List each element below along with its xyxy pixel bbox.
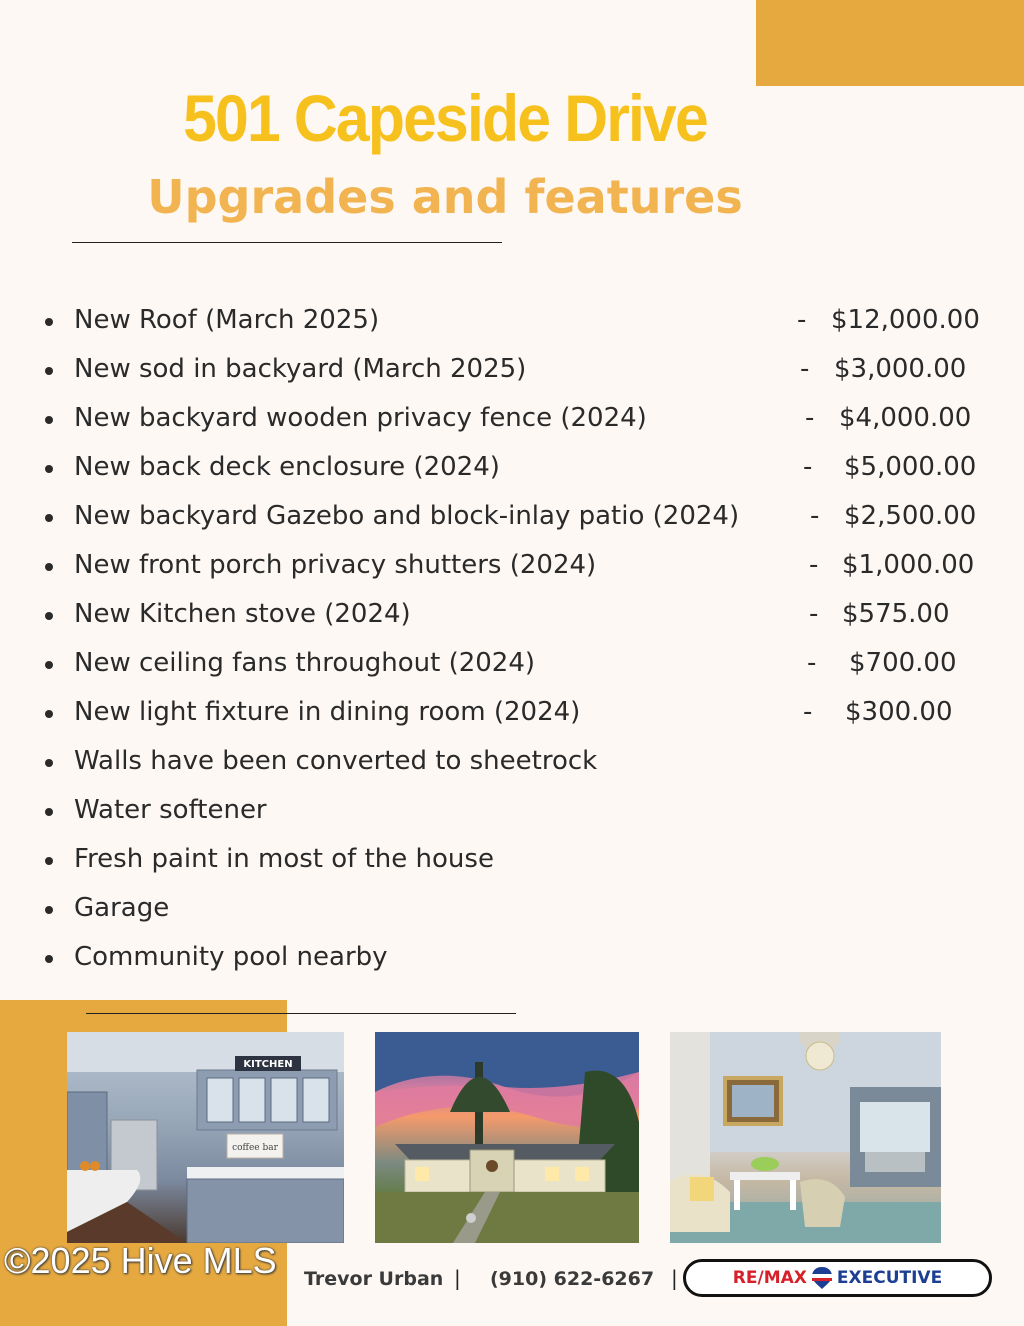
list-item xyxy=(0,494,1024,543)
bullet-icon xyxy=(45,514,53,522)
bullet-icon xyxy=(45,465,53,473)
feature-label: New Kitchen stove (2024) xyxy=(74,599,411,629)
list-item xyxy=(0,641,1024,690)
list-item xyxy=(0,837,1024,886)
bullet-icon xyxy=(45,416,53,424)
bullet-icon xyxy=(45,808,53,816)
coffee-sign-text: coffee bar xyxy=(232,1143,278,1153)
feature-label: New backyard wooden privacy fence (2024) xyxy=(74,403,647,433)
list-item xyxy=(0,886,1024,935)
feature-price: $5,000.00 xyxy=(844,452,977,482)
feature-dash: - xyxy=(810,501,820,531)
accent-block-top xyxy=(756,0,1024,86)
list-item xyxy=(0,788,1024,837)
list-item xyxy=(0,543,1024,592)
brokerage-name-part1: RE/MAX xyxy=(732,1268,807,1288)
feature-dash: - xyxy=(800,354,810,384)
bullet-icon xyxy=(45,318,53,326)
brokerage-name-part2: EXECUTIVE xyxy=(836,1268,943,1288)
feature-price: $2,500.00 xyxy=(844,501,977,531)
watermark: ©2025 Hive MLS xyxy=(4,1240,277,1281)
feature-label: Fresh paint in most of the house xyxy=(74,844,494,874)
bullet-icon xyxy=(45,857,53,865)
list-item xyxy=(0,396,1024,445)
house-illustration xyxy=(375,1032,639,1243)
list-item xyxy=(0,347,1024,396)
divider-bottom xyxy=(86,1013,516,1014)
feature-label: New backyard Gazebo and block-inlay patio (2024) xyxy=(74,501,740,531)
kitchen-illustration xyxy=(67,1032,344,1243)
list-item xyxy=(0,739,1024,788)
feature-label: New Roof (March 2025) xyxy=(74,305,380,335)
separator: | xyxy=(454,1266,461,1290)
feature-dash: - xyxy=(809,599,819,629)
feature-label: New front porch privacy shutters (2024) xyxy=(74,550,597,580)
feature-price: $3,000.00 xyxy=(834,354,967,384)
bullet-icon xyxy=(45,759,53,767)
bullet-icon xyxy=(45,710,53,718)
kitchen-photo xyxy=(67,1032,344,1243)
sunroom-illustration xyxy=(670,1032,941,1243)
separator: | xyxy=(671,1266,678,1290)
feature-label: New back deck enclosure (2024) xyxy=(74,452,500,482)
feature-label: Walls have been converted to sheetrock xyxy=(74,746,598,776)
feature-label: New ceiling fans throughout (2024) xyxy=(74,648,536,678)
divider-top xyxy=(72,242,502,243)
bullet-icon xyxy=(45,563,53,571)
feature-price: $700.00 xyxy=(849,648,957,678)
feature-price: $12,000.00 xyxy=(831,305,980,335)
list-item xyxy=(0,445,1024,494)
feature-price: $4,000.00 xyxy=(839,403,972,433)
bullet-icon xyxy=(45,612,53,620)
feature-price: $1,000.00 xyxy=(842,550,975,580)
feature-dash: - xyxy=(797,305,807,335)
brokerage-logo xyxy=(683,1259,992,1297)
bullet-icon xyxy=(45,661,53,669)
feature-price: $300.00 xyxy=(845,697,953,727)
feature-label: New light fixture in dining room (2024) xyxy=(74,697,581,727)
features-list xyxy=(0,298,1024,984)
feature-label: Water softener xyxy=(74,795,267,825)
list-item xyxy=(0,592,1024,641)
page-title: 501 Capeside Drive xyxy=(183,81,707,155)
agent-name: Trevor Urban xyxy=(304,1268,444,1290)
feature-dash: - xyxy=(803,697,813,727)
list-item xyxy=(0,690,1024,739)
feature-price: $575.00 xyxy=(842,599,950,629)
house-exterior-photo xyxy=(375,1032,639,1243)
agent-phone: (910) 622-6267 xyxy=(490,1268,655,1290)
feature-dash: - xyxy=(805,403,815,433)
bullet-icon xyxy=(45,367,53,375)
kitchen-sign-text: KITCHEN xyxy=(243,1059,293,1070)
sunroom-photo xyxy=(670,1032,941,1243)
feature-dash: - xyxy=(803,452,813,482)
page-subtitle: Upgrades and features xyxy=(147,170,743,224)
list-item xyxy=(0,298,1024,347)
feature-label: Community pool nearby xyxy=(74,942,388,972)
feature-label: New sod in backyard (March 2025) xyxy=(74,354,527,384)
list-item xyxy=(0,935,1024,984)
bullet-icon xyxy=(45,955,53,963)
bullet-icon xyxy=(45,906,53,914)
feature-dash: - xyxy=(809,550,819,580)
balloon-icon xyxy=(811,1266,833,1290)
feature-label: Garage xyxy=(74,893,170,923)
feature-dash: - xyxy=(807,648,817,678)
